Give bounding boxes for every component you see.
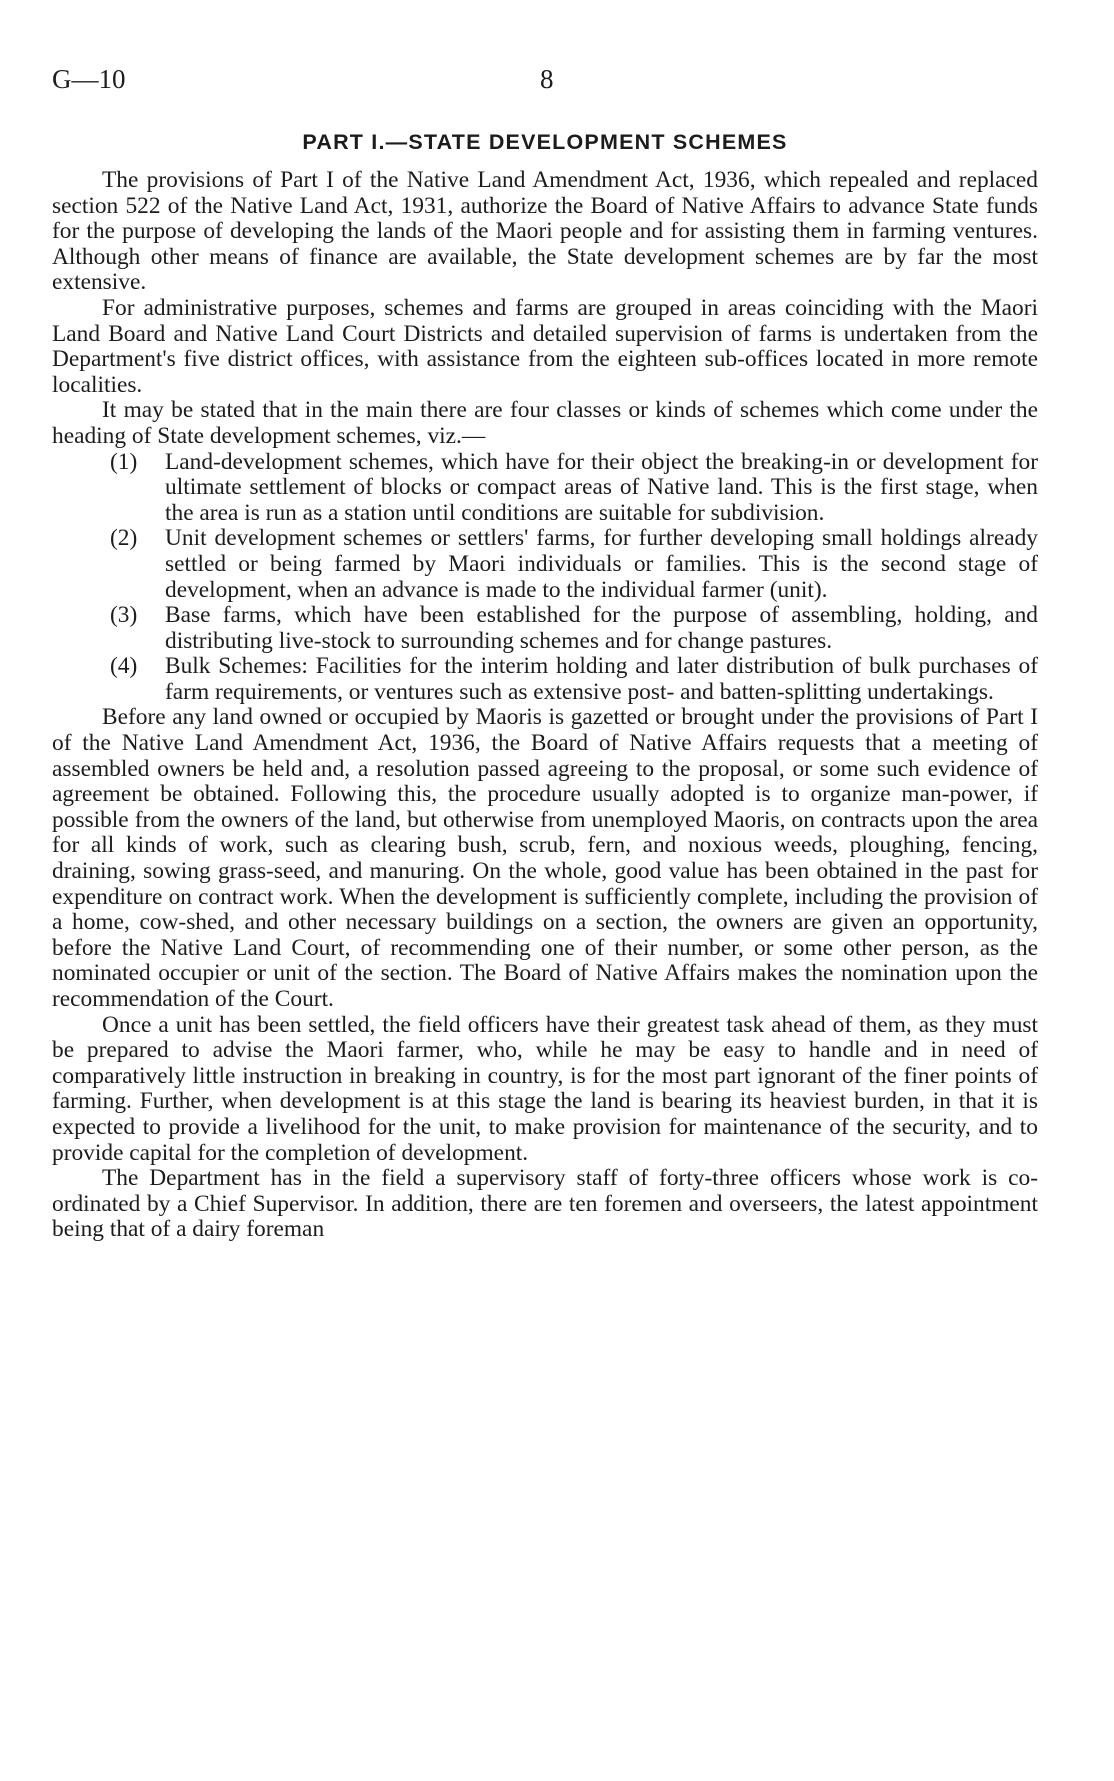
list-item-text: Unit development schemes or settlers' farms, for further developing small holdings already settled or being farmed by Maori individuals or families. This is the second stage of development, when an advance is made to the individual farmer (unit). bbox=[165, 525, 1038, 603]
list-item-text: Base farms, which have been established for the purpose of assembling, holding, and distributing live-stock to surrounding schemes and for change pastures. bbox=[165, 602, 1038, 654]
list-item-text: Bulk Schemes: Facilities for the interim holding and later distribution of bulk purchases of farm requirements, or ventures such as extensive post- and batten-splitting undertakings. bbox=[165, 653, 1038, 705]
paragraph-scheme-classes: It may be stated that in the main there are four classes or kinds of schemes which come under the heading of State development schemes, viz.— bbox=[52, 397, 1038, 449]
paragraph-administration: For administrative purposes, schemes and farms are grouped in areas coinciding with the Maori Land Board and Native Land Court Districts and detailed supervision of farms is undertaken from the Department's five district offices, with assistance from the eighteen sub-offices located in more remote localities. bbox=[52, 294, 1038, 398]
list-marker: (4) bbox=[110, 653, 138, 680]
scheme-list-item bbox=[52, 450, 1038, 527]
paragraph-staff: The Department has in the field a supervisory staff of forty-three officers whose work is co-ordinated by a Chief Supervisor. In addition, there are ten foremen and overseers, the latest appointment being that of a dairy foreman bbox=[52, 1165, 1038, 1243]
document-body bbox=[52, 168, 1038, 1243]
scheme-list-item bbox=[52, 526, 1038, 603]
page-number: 8 bbox=[540, 64, 554, 94]
scheme-list-item bbox=[52, 603, 1038, 654]
page-header bbox=[52, 64, 1038, 104]
list-marker: (2) bbox=[110, 525, 138, 552]
section-title: PART I.—STATE DEVELOPMENT SCHEMES bbox=[302, 130, 788, 154]
paragraph-intro: The provisions of Part I of the Native Land Amendment Act, 1936, which repealed and replaced section 522 of the Native Land Act, 1931, authorize the Board of Native Affairs to advance State funds for the purpose of developing the lands of the Maori people and for assisting them in farming ventures. Although other means of finance are available, the State development schemes are by far the most extensive. bbox=[52, 167, 1038, 296]
paragraph-field-officers: Once a unit has been settled, the field officers have their greatest task ahead of them, as they must be prepared to advise the Maori farmer, who, while he may be easy to handle and in need of comparatively little instruction in breaking in country, is for the most part ignorant of the finer points of farming. Further, when development is at this stage the land is bearing its heaviest burden, in that it is expected to provide a livelihood for the unit, to make provision for maintenance of the security, and to provide capital for the completion of development. bbox=[52, 1011, 1038, 1166]
document-code: G—10 bbox=[52, 64, 126, 94]
list-marker: (1) bbox=[110, 448, 138, 475]
list-marker: (3) bbox=[110, 602, 138, 629]
list-item-text: Land-development schemes, which have for their object the breaking-in or development for ultimate settlement of blocks or compact areas of Native land. This is the first stage, when the area is run as a station until conditions are suitable for subdivision. bbox=[165, 448, 1038, 526]
paragraph-procedure: Before any land owned or occupied by Maoris is gazetted or brought under the provisions of Part I of the Native Land Amendment Act, 1936, the Board of Native Affairs requests that a meeting of assembled owners be held and, a resolution passed agreeing to the proposal, or some such evidence of agreement be obtained. Following this, the procedure usually adopted is to organize man-power, if possible from the owners of the land, but otherwise from unemployed Maoris, on contracts upon the area for all kinds of work, such as clearing bush, scrub, fern, and noxious weeds, ploughing, fencing, draining, sowing grass-seed, and manuring. On the whole, good value has been obtained in the past for expenditure on contract work. When the development is sufficiently complete, including the provision of a home, cow-shed, and other necessary buildings on a section, the owners are given an opportunity, before the Native Land Court, of recommending one of their number, or some other person, as the nominated occupier or unit of the section. The Board of Native Affairs makes the nomination upon the recommendation of the Court. bbox=[52, 704, 1038, 1012]
scheme-list-item bbox=[52, 654, 1038, 705]
